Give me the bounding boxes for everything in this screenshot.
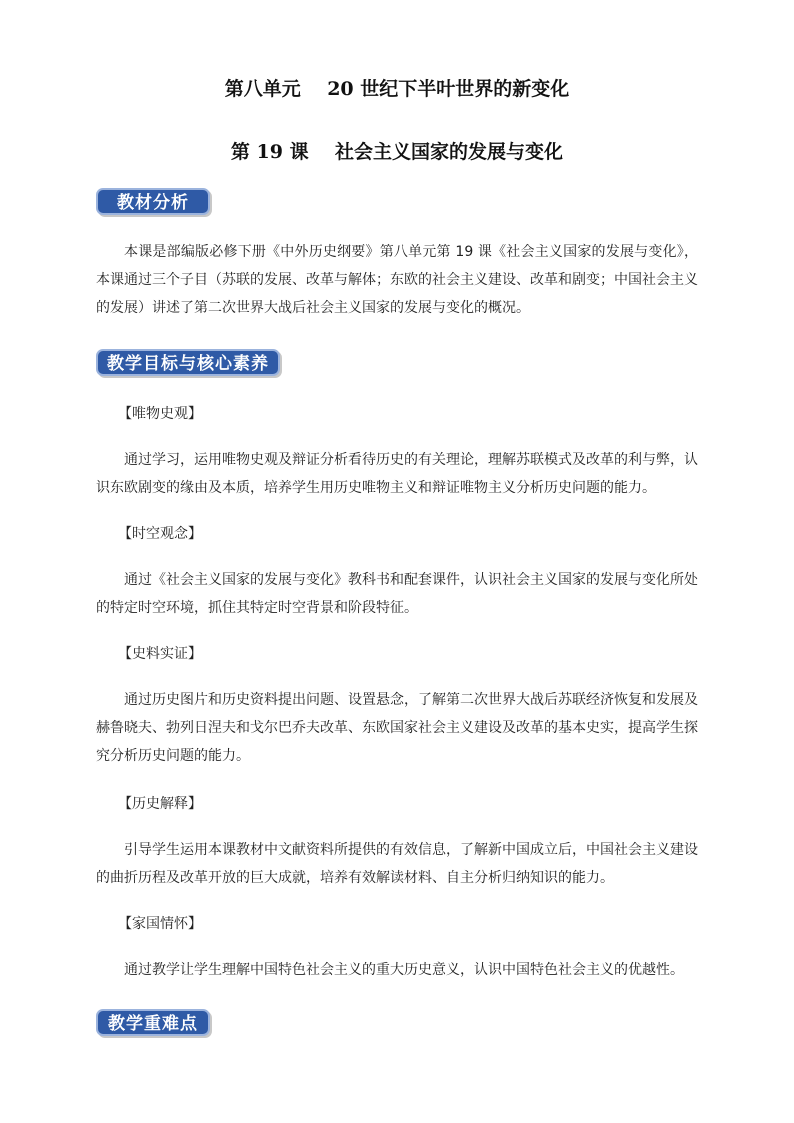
section-heading-objectives: 教学目标与核心素养 (96, 349, 280, 376)
objective-label-spacetime: 【时空观念】 (118, 526, 202, 542)
objective-label-evidence: 【史料实证】 (118, 646, 202, 662)
objective-label-interpretation: 【历史解释】 (118, 796, 202, 812)
objective-text-materialism: 通过学习，运用唯物史观及辩证分析看待历史的有关理论，理解苏联模式及改革的利与弊，认识东欧剧变的缘由及本质，培养学生用历史唯物主义和辩证唯物主义分析历史问题的能力。 (96, 452, 698, 496)
section-heading-analysis: 教材分析 (96, 188, 210, 215)
objective-text-spacetime: 通过《社会主义国家的发展与变化》教科书和配套课件，认识社会主义国家的发展与变化所处的特定时空环境，抓住其特定时空背景和阶段特征。 (96, 572, 698, 616)
objective-text-evidence: 通过历史图片和历史资料提出问题、设置悬念，了解第二次世界大战后苏联经济恢复和发展及赫鲁晓夫、勃列日涅夫和戈尔巴乔夫改革、东欧国家社会主义建设及改革的基本史实，提高学生探究分析历史问题的能力。 (96, 692, 698, 764)
analysis-paragraph: 本课是部编版必修下册《中外历史纲要》第八单元第 19 课《社会主义国家的发展与变化》，本课通过三个子目（苏联的发展、改革与解体；东欧的社会主义建设、改革和剧变；中国社会主义的发展）讲述了第二次世界大战后社会主义国家的发展与变化的概况。 (96, 244, 698, 316)
lesson-title: 第 19 课 社会主义国家的发展与变化 (230, 141, 564, 163)
objective-text-patriotism: 通过教学让学生理解中国特色社会主义的重大历史意义，认识中国特色社会主义的优越性。 (124, 962, 684, 978)
objective-text-interpretation: 引导学生运用本课教材中文献资料所提供的有效信息，了解新中国成立后，中国社会主义建设的曲折历程及改革开放的巨大成就，培养有效解读材料、自主分析归纳知识的能力。 (96, 842, 698, 886)
objective-label-patriotism: 【家国情怀】 (118, 916, 202, 932)
section-heading-key-points: 教学重难点 (96, 1009, 210, 1036)
objective-label-materialism: 【唯物史观】 (118, 406, 202, 422)
unit-title: 第八单元 20 世纪下半叶世界的新变化 (224, 78, 570, 100)
